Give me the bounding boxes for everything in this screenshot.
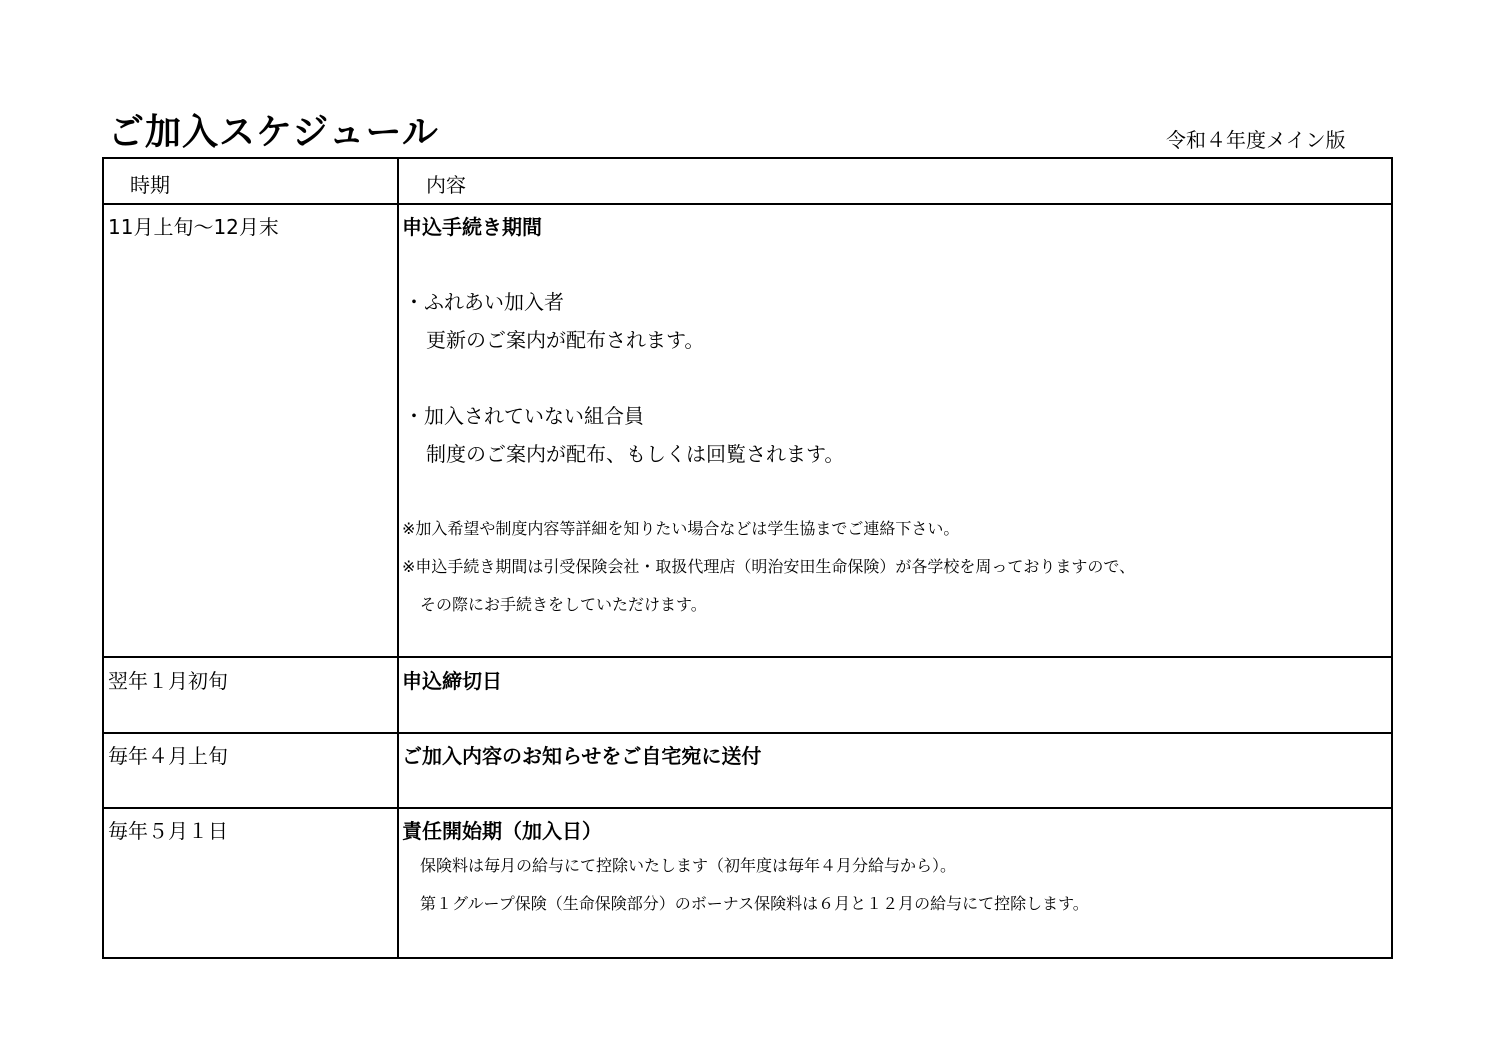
row-3-period: 毎年４月上旬 <box>108 744 228 768</box>
row-divider <box>104 732 1391 734</box>
row-4-note-2: 第１グループ保険（生命保険部分）のボーナス保険料は６月と１２月の給与にて控除します。 <box>420 894 1089 913</box>
row-1-note-1: ※加入希望や制度内容等詳細を知りたい場合などは学生協までご連絡下さい。 <box>402 519 960 538</box>
row-4-period: 毎年５月１日 <box>108 819 228 843</box>
row-2-heading: 申込締切日 <box>402 669 502 693</box>
page-title: ご加入スケジュール <box>108 112 439 153</box>
row-1-period: 11月上旬〜12月末 <box>108 215 279 239</box>
row-divider <box>104 203 1391 205</box>
row-1-line-4: 制度のご案内が配布、もしくは回覧されます。 <box>426 442 845 466</box>
row-3-heading: ご加入内容のお知らせをご自宅宛に送付 <box>402 744 762 768</box>
row-1-note-2: ※申込手続き期間は引受保険会社・取扱代理店（明治安田生命保険）が各学校を周っておりますので、 <box>402 557 1136 576</box>
row-4-heading: 責任開始期（加入日） <box>402 819 602 843</box>
row-1-heading: 申込手続き期間 <box>402 215 542 239</box>
column-header-content: 内容 <box>426 173 466 197</box>
row-2-period: 翌年１月初旬 <box>108 669 228 693</box>
row-1-line-1: ・ふれあい加入者 <box>404 290 564 314</box>
column-header-period: 時期 <box>130 173 170 197</box>
row-divider <box>104 807 1391 809</box>
column-divider <box>397 159 399 957</box>
row-1-note-3: その際にお手続きをしていただけます。 <box>420 595 707 614</box>
row-divider <box>104 656 1391 658</box>
row-4-note-1: 保険料は毎月の給与にて控除いたします（初年度は毎年４月分給与から）。 <box>420 856 957 875</box>
row-1-line-3: ・加入されていない組合員 <box>404 404 644 428</box>
row-1-line-2: 更新のご案内が配布されます。 <box>426 328 705 352</box>
schedule-table <box>102 157 1393 959</box>
edition-label: 令和４年度メイン版 <box>1166 128 1346 152</box>
